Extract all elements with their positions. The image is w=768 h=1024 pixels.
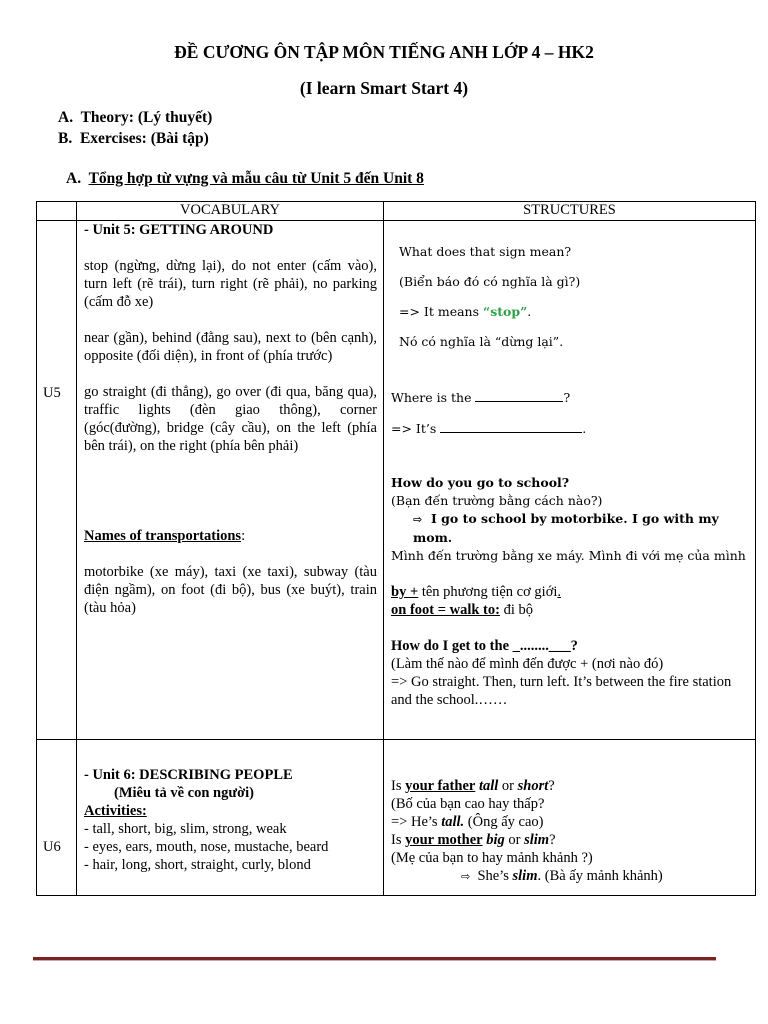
struct-s1 <box>391 777 749 795</box>
outline-marker: A. <box>58 109 74 126</box>
unit-cell-u6 <box>37 740 77 896</box>
struct-s4 <box>391 831 749 849</box>
unit5-vocab-directions: go straight (đi thẳng), go over (đi qua, băng qua), traffic lights (đèn giao thông), corner (góc(đường), bridge (cây cầu), on the left (phía bên trái), on the right (phía bên phải) <box>84 384 377 454</box>
unit5-vocab-positions: near (gần), behind (đằng sau), next to (bên cạnh), opposite (đối diện), in front of (phía trước) <box>84 330 377 364</box>
header-structures: STRUCTURES <box>384 202 756 221</box>
activities-label: Activities: <box>84 803 147 819</box>
unit6-vocab-line: - eyes, ears, mouth, nose, mustache, beard <box>84 839 329 855</box>
struct-q4-suffix: ? <box>570 638 578 654</box>
struct-q1-vn: (Biển báo đó có nghĩa là gì?) <box>399 274 581 289</box>
struct-q3: How do you go to school? <box>391 475 570 490</box>
struct-q2-suffix: ? <box>563 390 571 405</box>
unit5-heading: - Unit 5: GETTING AROUND <box>84 222 274 238</box>
struct-foot-bold: on foot = walk to: <box>391 602 500 618</box>
struct-s4-is: Is <box>391 832 406 848</box>
arrow-right-icon: ⇨ <box>413 513 423 526</box>
document-title: ĐỀ CƯƠNG ÔN TẬP MÔN TIẾNG ANH LỚP 4 – HK2 <box>174 42 594 62</box>
section-marker: A. <box>66 170 82 187</box>
unit-label: U5 <box>43 385 61 401</box>
struct-a4: => Go straight. Then, turn left. It’s between the fire station and the school.…… <box>391 674 732 708</box>
table-header-row <box>37 202 756 221</box>
outline-marker: B. <box>58 130 73 147</box>
unit5-vocab-transport: motorbike (xe máy), taxi (xe taxi), subway (tàu điện ngầm), on foot (đi bộ), bus (xe buýt), train (tàu hỏa) <box>84 564 377 616</box>
footer-divider <box>33 957 716 961</box>
outline-item-theory <box>58 109 212 127</box>
struct-q4-blank: ___ <box>548 638 571 654</box>
struct-a2-prefix: => It’s <box>391 421 441 436</box>
arrow-right-icon: ⇨ <box>461 870 471 883</box>
struct-q4-vn: (Làm thế nào để mình đến được + (nơi nào đó) <box>391 656 664 672</box>
struct-q4-dots: _........ <box>512 638 549 654</box>
struct-s1-short: short <box>517 778 549 794</box>
struct-q3-vn: (Bạn đến trường bằng cách nào?) <box>391 493 603 508</box>
section-heading <box>66 170 424 188</box>
struct-q2-prefix: Where is the <box>391 390 476 405</box>
struct-s1-or: or <box>498 778 518 794</box>
struct-s3-word: tall. <box>441 814 465 830</box>
blank-line <box>440 420 582 433</box>
struct-s1-tall: tall <box>478 778 499 794</box>
unit6-vocabulary <box>77 740 384 896</box>
struct-foot-rule <box>391 601 749 619</box>
struct-s1-is: Is <box>391 778 406 794</box>
struct-s1-father: your father <box>405 778 476 794</box>
struct-q2 <box>391 389 749 407</box>
unit6-structures <box>384 740 756 896</box>
document-subtitle: (I learn Smart Start 4) <box>299 78 469 98</box>
struct-s4-slim: slim <box>524 832 550 848</box>
struct-q1: What does that sign mean? <box>399 244 572 259</box>
table-row <box>37 740 756 896</box>
unit-cell-u5 <box>37 221 77 740</box>
struct-a1-vn: Nó có nghĩa là “dừng lại”. <box>399 334 564 349</box>
struct-a1-word: “stop” <box>483 304 528 319</box>
struct-s3 <box>391 813 749 831</box>
struct-q4 <box>391 637 749 655</box>
struct-s4-or: or <box>504 832 525 848</box>
unit6-heading: - Unit 6: DESCRIBING PEOPLE <box>84 767 293 783</box>
struct-s6-suffix: . (Bà ấy mảnh khảnh) <box>537 868 663 884</box>
struct-by-rule <box>391 583 749 601</box>
struct-a3-text: I go to school by motorbike. I go with my mom. <box>413 511 719 545</box>
struct-a3-vn: Mình đến trường bằng xe máy. Mình đi với mẹ của mình <box>391 548 746 563</box>
struct-a3 <box>391 510 749 547</box>
struct-s6-word: slim <box>512 868 538 884</box>
struct-s5: (Mẹ của bạn to hay mảnh khảnh ?) <box>391 850 593 866</box>
struct-s4-q: ? <box>549 832 556 848</box>
outline-text: Theory: (Lý thuyết) <box>80 109 213 126</box>
unit6-vocab-line: - hair, long, short, straight, curly, blond <box>84 857 311 873</box>
header-unit-cell <box>37 202 77 221</box>
vocabulary-structures-table <box>36 201 756 896</box>
unit6-vocab-line: - tall, short, big, slim, strong, weak <box>84 821 287 837</box>
struct-s4-mother: your mother <box>405 832 483 848</box>
struct-by-rest: tên phương tiện cơ giới <box>418 584 558 600</box>
transport-heading: Names of transportations <box>84 528 242 544</box>
unit5-vocabulary <box>77 221 384 740</box>
struct-s4-big: big <box>486 832 505 848</box>
unit5-vocab-signs: stop (ngừng, dừng lại), do not enter (cấm vào), turn left (rẽ trái), turn right (rẽ phải), no parking (cấm đỗ xe) <box>84 258 377 310</box>
struct-a2-suffix: . <box>582 421 587 436</box>
struct-s3-prefix: => He’s <box>391 814 442 830</box>
struct-s1-q: ? <box>548 778 555 794</box>
struct-a2 <box>391 420 749 438</box>
section-text: Tổng hợp từ vựng và mẫu câu từ Unit 5 đến Unit 8 <box>88 170 424 187</box>
struct-q4-prefix: How do I get to the <box>391 638 513 654</box>
outline-item-exercises <box>58 130 209 148</box>
struct-a1 <box>391 303 749 321</box>
unit-label: U6 <box>43 839 61 855</box>
struct-s6-prefix: She’s <box>477 868 513 884</box>
blank-line <box>475 389 563 402</box>
struct-s2: (Bố của bạn cao hay thấp? <box>391 796 545 812</box>
transport-colon: : <box>241 528 246 544</box>
struct-a1-suffix: . <box>527 304 532 319</box>
struct-by-end: . <box>557 584 562 600</box>
struct-s3-suffix: (Ông ấy cao) <box>464 814 544 830</box>
header-vocabulary: VOCABULARY <box>77 202 384 221</box>
transport-heading-line <box>84 527 377 545</box>
struct-a1-prefix: => It means <box>399 304 483 319</box>
struct-foot-rest: đi bộ <box>499 602 533 618</box>
struct-s6 <box>391 867 749 886</box>
unit5-structures <box>384 221 756 740</box>
table-row <box>37 221 756 740</box>
struct-by-bold: by + <box>391 584 419 600</box>
unit6-subheading: (Miêu tả về con người) <box>114 785 254 801</box>
outline-text: Exercises: (Bài tập) <box>79 130 209 147</box>
